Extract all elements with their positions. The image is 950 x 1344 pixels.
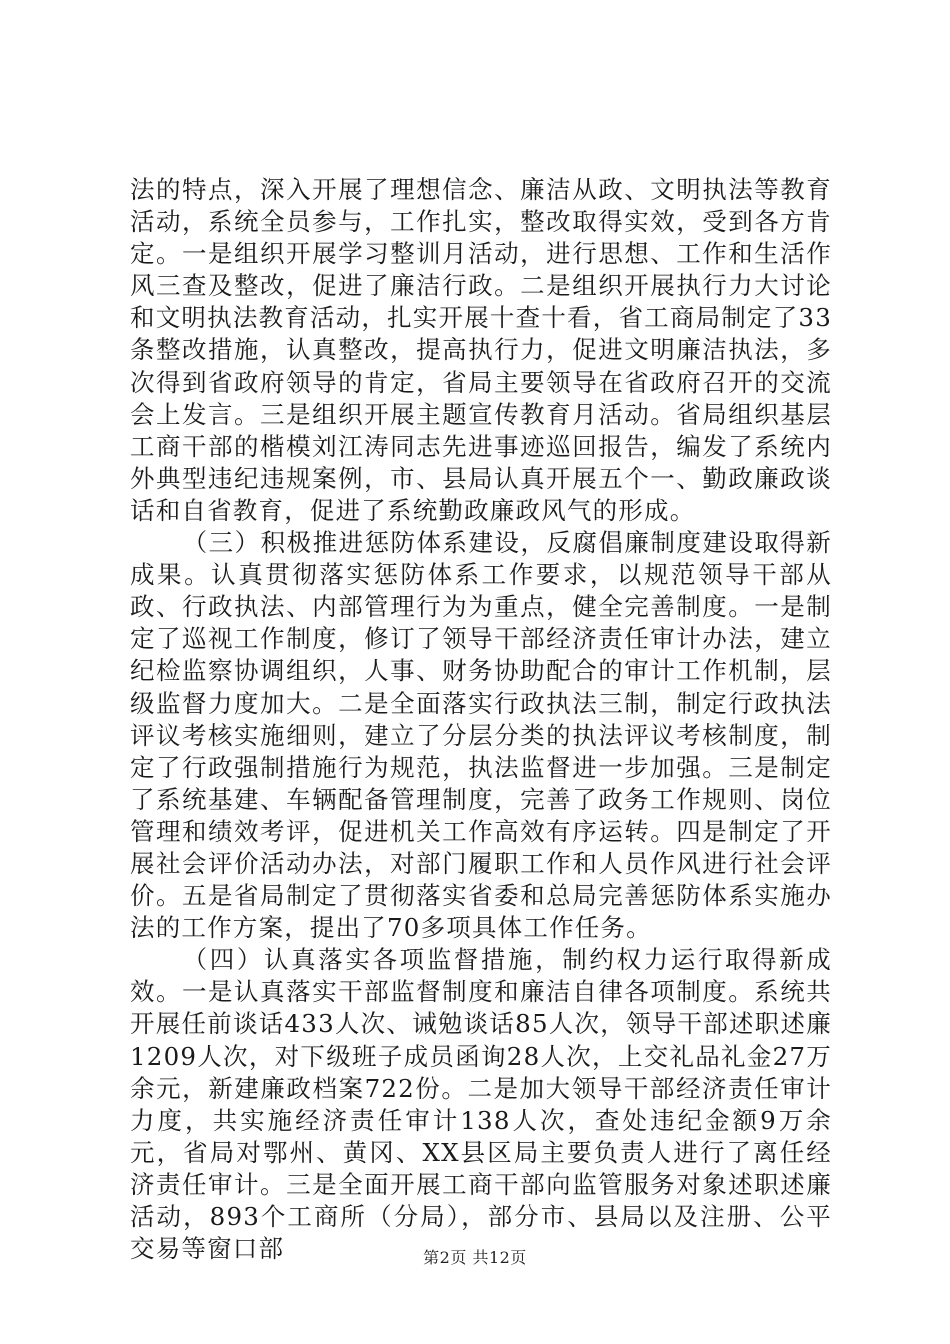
paragraph-section-four: （四）认真落实各项监督措施，制约权力运行取得新成效。一是认真落实干部监督制度和廉洁自律各项制度。系统共开展任前谈话433人次、诫勉谈话85人次，领导干部述职述廉1209人次，对下级班子成员函询28人次，上交礼品礼金27万余元，新建廉政档案722份。二是加大领导干部经济责任审计力度，共实施经济责任审计138人次，查处违纪金额9万余元，省局对鄂州、黄冈、XX县区局主要负责人进行了离任经济责任审计。三是全面开展工商干部向监管服务对象述职述廉活动，893个工商所（分局），部分市、县局以及注册、公平交易等窗口部: [130, 945, 832, 1264]
document-body: [130, 174, 832, 1265]
page-footer: 第2页 共12页: [423, 1248, 527, 1267]
paragraph-continued: 法的特点，深入开展了理想信念、廉洁从政、文明执法等教育活动，系统全员参与，工作扎实，整改取得实效，受到各方肯定。一是组织开展学习整训月活动，进行思想、工作和生活作风三查及整改，促进了廉洁行政。二是组织开展执行力大讨论和文明执法教育活动，扎实开展十查十看，省工商局制定了33条整改措施，认真整改，提高执行力，促进文明廉洁执法，多次得到省政府领导的肯定，省局主要领导在省政府召开的交流会上发言。三是组织开展主题宣传教育月活动。省局组织基层工商干部的楷模刘江涛同志先进事迹巡回报告，编发了系统内外典型违纪违规案例，市、县局认真开展五个一、勤政廉政谈话和自省教育，促进了系统勤政廉政风气的形成。: [130, 175, 832, 525]
paragraph-section-three: （三）积极推进惩防体系建设，反腐倡廉制度建设取得新成果。认真贯彻落实惩防体系工作要求，以规范领导干部从政、行政执法、内部管理行为为重点，健全完善制度。一是制定了巡视工作制度，修订了领导干部经济责任审计办法，建立纪检监察协调组织，人事、财务协助配合的审计工作机制，层级监督力度加大。二是全面落实行政执法三制，制定行政执法评议考核实施细则，建立了分层分类的执法评议考核制度，制定了行政强制措施行为规范，执法监督进一步加强。三是制定了系统基建、车辆配备管理制度，完善了政务工作规则、岗位管理和绩效考评，促进机关工作高效有序运转。四是制定了开展社会评价活动办法，对部门履职工作和人员作风进行社会评价。五是省局制定了贯彻落实省委和总局完善惩防体系实施办法的工作方案，提出了70多项具体工作任务。: [130, 528, 832, 943]
